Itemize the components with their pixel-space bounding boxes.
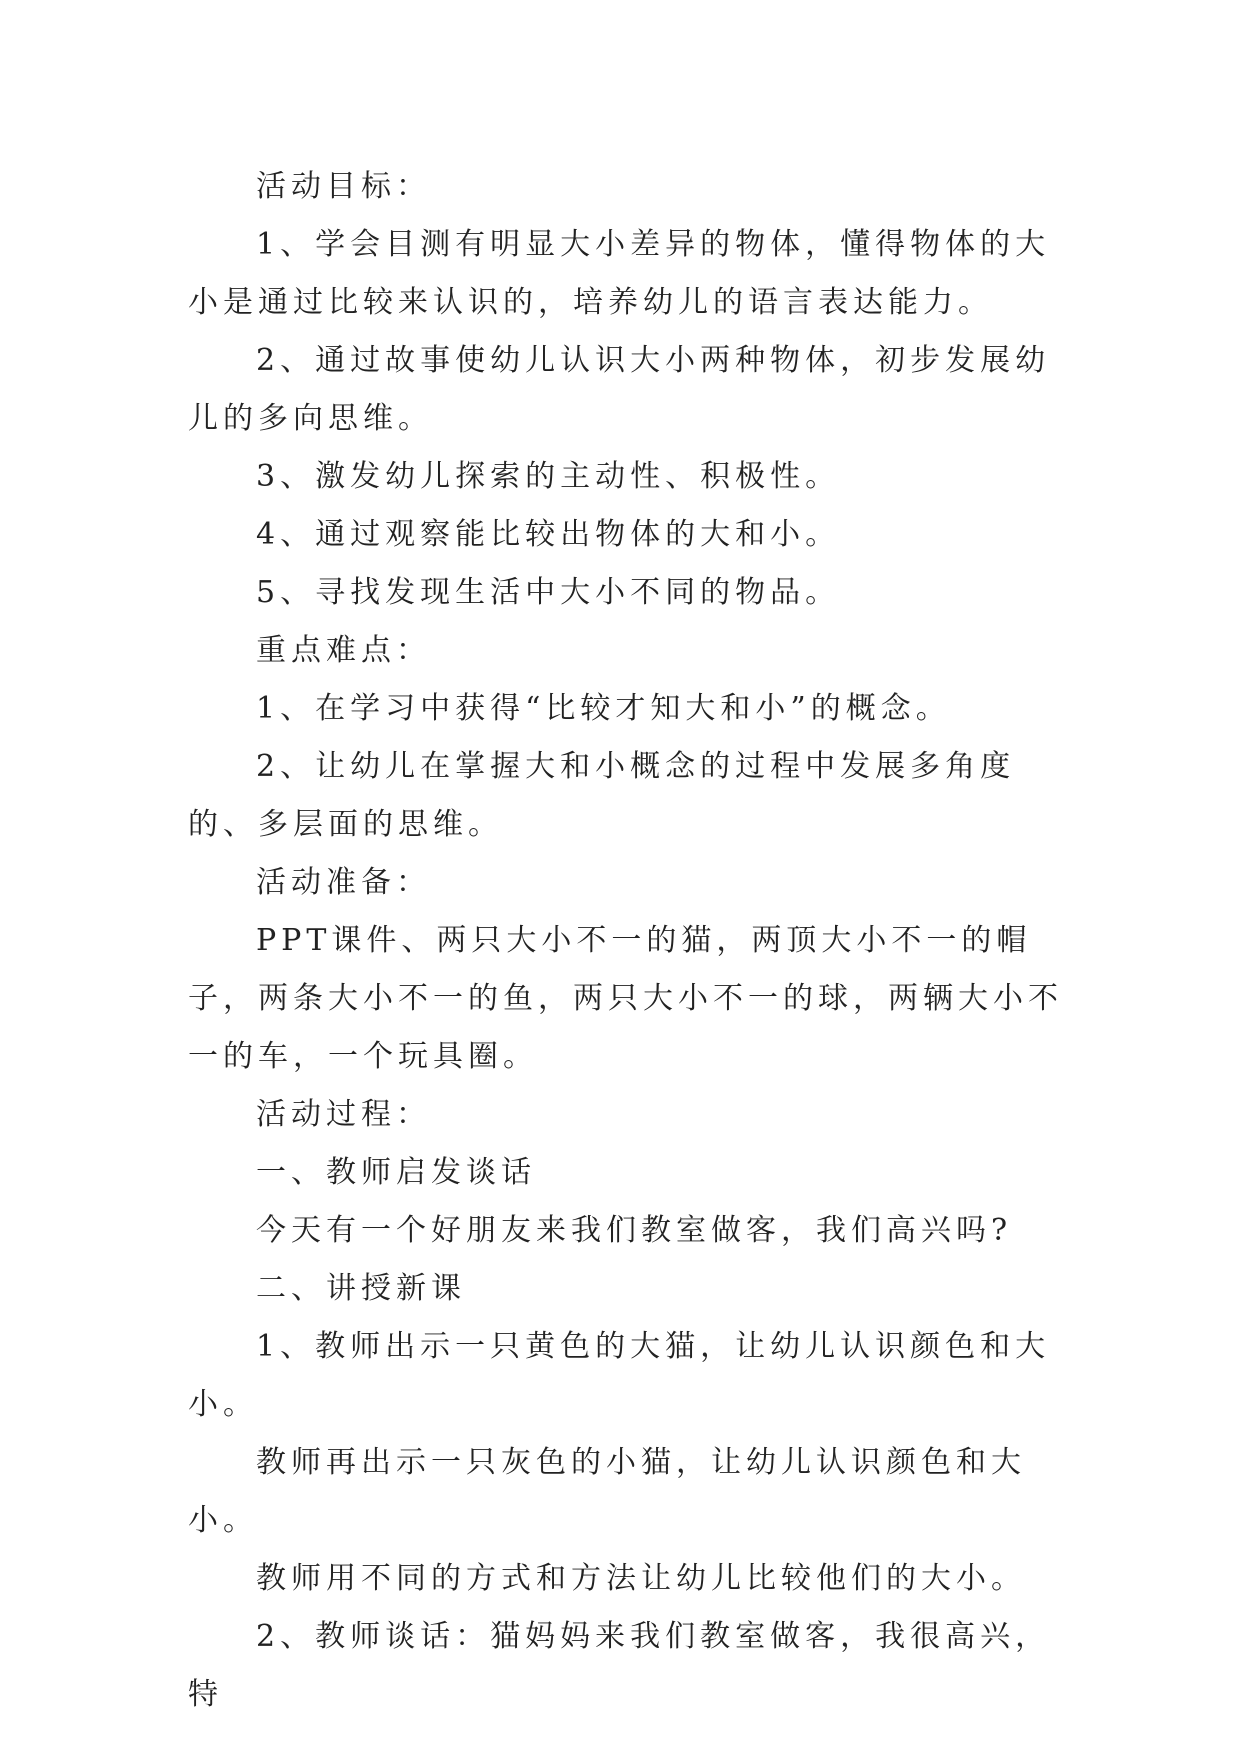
key-point-2: 2、让幼儿在掌握大和小概念的过程中发展多角度的、多层面的思维。 xyxy=(188,749,1016,842)
goal-item-1: 1、学会目测有明显大小差异的物体，懂得物体的大小是通过比较来认识的，培养幼儿的语言表达能力。 xyxy=(188,227,1051,320)
heading-key-points: 重点难点： xyxy=(256,633,431,668)
heading-activity-goals: 活动目标： xyxy=(256,169,431,204)
goal-item-3: 3、激发幼儿探索的主动性、积极性。 xyxy=(256,459,841,494)
document-body xyxy=(188,158,1068,1724)
process-step-1-title: 一、教师启发谈话 xyxy=(256,1155,536,1190)
goal-item-4: 4、通过观察能比较出物体的大和小。 xyxy=(256,517,841,552)
heading-process: 活动过程： xyxy=(256,1097,431,1132)
process-step-2-item-1-cont-b: 教师用不同的方式和方法让幼儿比较他们的大小。 xyxy=(256,1561,1026,1596)
process-step-1-text: 今天有一个好朋友来我们教室做客，我们高兴吗? xyxy=(256,1213,1013,1248)
goal-item-5: 5、寻找发现生活中大小不同的物品。 xyxy=(256,575,841,610)
process-step-2-item-2: 2、教师谈话：猫妈妈来我们教室做客，我很高兴，特 xyxy=(188,1619,1051,1712)
process-step-2-title: 二、讲授新课 xyxy=(256,1271,466,1306)
key-point-1: 1、在学习中获得“比较才知大和小”的概念。 xyxy=(256,691,951,726)
preparation-materials: PPT课件、两只大小不一的猫，两顶大小不一的帽子，两条大小不一的鱼，两只大小不一的球，两辆大小不一的车，一个玩具圈。 xyxy=(188,923,1063,1074)
heading-preparation: 活动准备： xyxy=(256,865,431,900)
process-step-2-item-1: 1、教师出示一只黄色的大猫，让幼儿认识颜色和大小。 xyxy=(188,1329,1051,1422)
process-step-2-item-1-cont-a: 教师再出示一只灰色的小猫，让幼儿认识颜色和大小。 xyxy=(188,1445,1026,1538)
goal-item-2: 2、通过故事使幼儿认识大小两种物体，初步发展幼儿的多向思维。 xyxy=(188,343,1051,436)
